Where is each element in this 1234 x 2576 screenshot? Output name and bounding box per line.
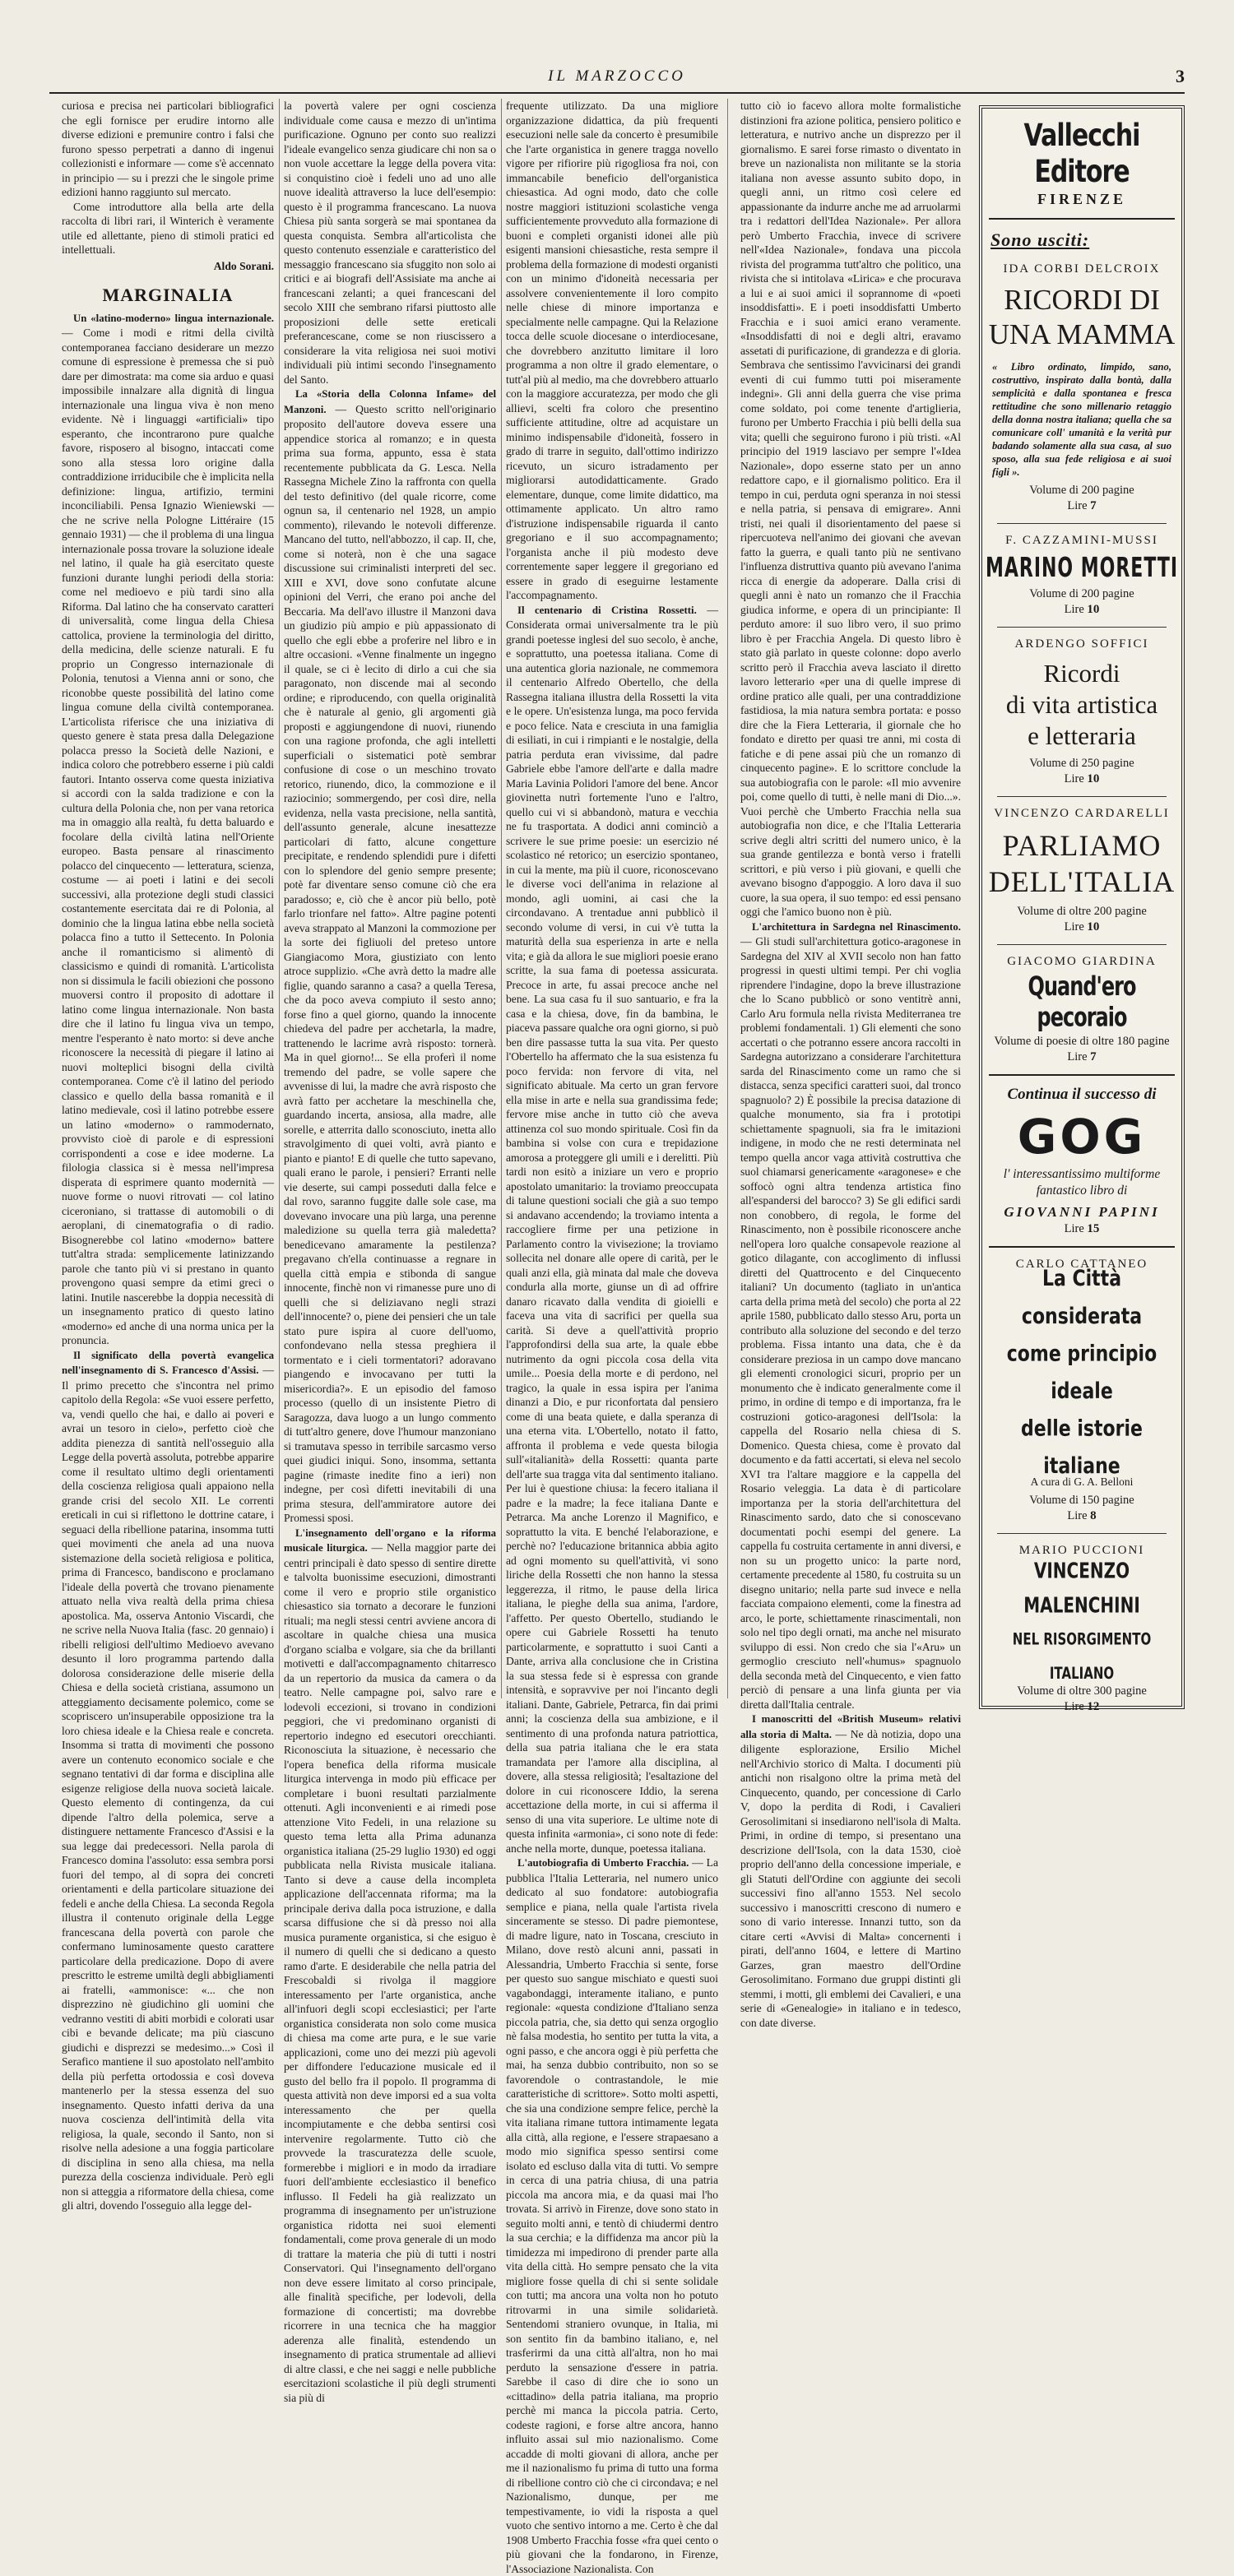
book-editor: A cura di G. A. Belloni [1030, 1476, 1134, 1488]
page-header [49, 66, 1185, 94]
price-label: Lire [1064, 603, 1084, 616]
item-rubric: Il significato della povertà evangelica nell'insegnamento di S. Francesco d'Assisi. [62, 1349, 274, 1376]
book-author: ARDENGO SOFFICI [1014, 637, 1149, 651]
book-title-line: e letteraria [1028, 721, 1136, 750]
item-text: — Ne dà notizia, dopo una diligente esplorazione, Ersilio Michel nell'Archivio storico di Malta. I documenti più antichi non risalgono oltre la prima metà del Cinquecento, quando, per concessione di Carlo V, dopo la perdita di Rodi, i Cavalieri Gerosolimitani si insediarono nell'isola di Malta. Primi, in ordine di tempo, si presentano una descrizione dell'Isola, con la data 1530, cioè proprio dell'anno della concessione imperiale, e gli Statuti dell'Ordine con aggiunte dei secoli successivi fino all'anno 1553. Nel secolo successivo i manoscritti crescono di numero e sono di vario interesse. Innanzi tutto, son da citare certi «Avvisi di Malta» concernenti i pirati, dell'anno 1604, e lettere di Martino Garzes, gran maestro dell'Ordine Gerosolimitano. Formano due gruppi distinti gli stemmi, i motti, gli emblemi dei Cavalieri, e una serie di «Genealogie» in italiano e in tedesco, con date diverse. [740, 1727, 961, 2029]
price-value: 7 [1090, 1050, 1097, 1063]
price-label: Lire [1067, 1509, 1088, 1522]
gog-author: GIOVANNI PAPINI [1004, 1204, 1160, 1220]
book-author: IDA CORBI DELCROIX [1003, 262, 1161, 276]
price-value: 10 [1087, 772, 1100, 785]
book-author: CARLO CATTANEO [1015, 1258, 1148, 1271]
marginalia-item [284, 387, 496, 1526]
book-title [982, 658, 1181, 752]
book-title-line: La Città considerata [1021, 1267, 1143, 1329]
sono-usciti-label: Sono usciti: [990, 229, 1090, 250]
item-rubric: L'autobiografia di Umberto Fracchia. [517, 1857, 689, 1869]
publisher-city: FIRENZE [1037, 191, 1126, 207]
divider [997, 627, 1167, 628]
gog-ad [982, 1086, 1181, 1236]
book-author: VINCENZO CARDARELLI [994, 807, 1170, 820]
item-text: — Gli studi sull'architettura gotico-aragonese in Sardegna del XIV al XVII secolo non han fatto progressi in questi ultimi tempi. Per chi voglia riprendere l'indagine, dopo la breve illustrazione che lo Scano pubblicò or sono ventitrè anni, Carlo Aru formula nella rivista Mediterranea tre problemi fondamentali. 1) Gli elementi che sono accertati o che potranno essere ancora raccolti in Sardegna autorizzano a considerare l'architettura sarda del Rinascimento come un ramo che si distacca, senza specifici caratteri suoi, dal tronco spagnuolo? 2) È possibile la precisa datazione di qualche monumento, sia fra i prototipi schiettamente spagnuoli, sia fra le imitazioni indigene, in modo che ne resti determinata nel tempo quella ancor vaga attività costruttiva che suol chiamarsi genericamente «aragonese» e che soffocò ogni altra tendenza artistica fino all'espandersi del barocco? 3) Se gli edifici sardi non conobbero, di regola, le forme del Rinascimento, non è possibile riconoscere anche nell'opera loro qualche consapevole reazione al gotico dilagante, con accoglimento di influssi diretti del Quattrocento e del Cinquecento italiani? Un documento (tagliato in un'antica carta della prima metà del secolo) che porta al 22 aprile 1580, pubblicato dallo stesso Aru, porta un contributo alla soluzione del secondo e del terzo problema. Fissa intanto una data, che è da considerare preziosa in un campo dove mancano gli elementi cronologici sicuri, proprio per un monumento che è indicato generalmente come il primo, in ordine di tempo e di importanza, fra le costruzioni gotico-aragonesi dell'Isola: la cappella del Rosario nella chiesa di S. Domenico. Questa chiesa, come è provato dal documento e da fatti accertati, si eleva nel secolo XVI tra l'altare maggiore e la cappella del Rosario veleggia. La data è di particolare importanza per la storia dell'architettura del Rinascimento sardo, dato che si conoscevano documentati pochi esempi del genere. La cappella fu costruita certamente in anni diversi, e non su un progetto unico: la parte nord, certamente precedente al 1580, fu costruita su un disegno unitario; nella parte sud invece e nella facciata compaiono elementi, come la finestra ad arco, le porte, schiettamente rinascimentali, non solo nel tipo degli ornati, ma anche nel misurato sviluppo di essi. Non credo che sia l'«Aru» un germoglio cresciuto nell'«humus» spagnuolo della seconda metà del Cinquecento, e vien fatto perciò di pensare a una linfa giunta per via diretta dall'Italia centrale. [740, 935, 961, 1711]
price-label: Lire [1064, 1700, 1084, 1713]
item-rubric: L'architettura in Sardegna nel Rinascimento. [752, 920, 961, 933]
gog-title: GOG [1017, 1109, 1147, 1165]
item-rubric: Il centenario di Cristina Rossetti. [517, 604, 697, 616]
article-ending-2: Come introduttore alla bella arte della raccolta di libri rari, il Winterich è veramente utile ed allettante, pieno di stimoli pratici ed intellettuali. [62, 200, 274, 256]
price-value: 15 [1087, 1222, 1100, 1235]
book-author: F. CAZZAMINI-MUSSI [1005, 534, 1158, 547]
gog-headline: Continua il successo di [1007, 1086, 1157, 1103]
divider [997, 1533, 1167, 1534]
publisher-name: Vallecchi Editore [1023, 118, 1140, 190]
book-ad [982, 955, 1181, 1064]
book-title [982, 1554, 1181, 1690]
item-text: — Come i modi e ritmi della civiltà contemporanea facciano desiderare un mezzo comune di espressione è premessa che si può dare per dimostrata: ma come sia arduo e quasi impossibile innalzare alla dignità di lingua internazionale una lingua viva è non meno evidente. Nè i linguaggi «artificiali» tipo esperanto, che incontrarono pure qualche favore, risposero al bisogno, intaccati come sono alla stessa loro origine dalla contraddizione irriducibile che è implicita nella definizione: lingua, artifizio, termini inconciliabili. Pensa Ignazio Wieniewski — che ne scrive nella Pologne Littéraire (15 gennaio 1931) — che il problema di una lingua internazionale possa trovare la soluzione ideale nel latino, il quale ha già esercitato queste funzioni durante lunghi periodi della storia: come nel medioevo e più tardi sino alla Riforma. Dal latino che ha conservato caratteri di universalità, come lingua della Chiesa cattolica, proviene la terminologia del diritto, della medicina, delle scienze naturali. E fu proprio un Congresso internazionale di Polonia, tenutosi a Vienna anni or sono, che riconobbe queste possibilità del latino come lingua comune della civiltà contemporanea. L'articolista riferisce che una iniziativa di questo genere è stata presa dalla Delegazione polacca presso la Società delle Nazioni, e indica coloro che potrebbero esserne i più caldi fautori. Intanto osserva come questa iniziativa si accordi con la salda tradizione e con la cultura della Polonia che, non per vana retorica ma in omaggio alla realtà, fu detta baluardo e focolare della civiltà latina nell'Oriente europeo. Basta pensare al rinascimento polacco del cinquecento — letteratura, scienza, costume — ai poeti i latini e dei secoli successivi, alla protezione degli studi classici costantemente esercitata dai re di Polonia, al dominio che la lingua latina ebbe nella società polacca fino a tutto il Settecento. In Polonia anche il romanticismo si alimentò di classicismo e quindi di romanità. L'articolista non si dissimula le facili obiezioni che possono muoversi contro il proposito di adottare il latino come lingua internazionale. Non basta dire che il latino fu lingua viva un tempo, mentre l'esperanto è nato morto: si deve anche riconoscere la necessità di piegare il latino ai nuovi molteplici bisogni della civiltà contemporanea. Come c'è il latino del periodo classico e quello della bassa romanità e il latino medievale, così il latino potrebbe essere un latino «moderno» o rammodernato, provvisto cioè di parole e di espressioni corrispondenti a cose e idee moderne. La filologia classica si è messa nell'impresa disperata di esprimere quanto modernità — nuove forme o nuovi ritrovati — col latino ciceroniano, si trattasse di automobili o di aeroplani, di cinematografia o di radio. Bisognerebbe col latino «moderno» battere tutt'altra strada: semplicemente latinizzando parole che tanto più vi si prestano in quanto provengono quasi sempre da etimi greci o latini. Inutile nascerebbe la doppia necessità di un insegnamento pratico di questo latino «moderno» ed anche di una norma unica per la pronuncia. [62, 327, 274, 1346]
divider [997, 944, 1167, 945]
price-value: 8 [1090, 1509, 1097, 1522]
book-price [982, 603, 1181, 617]
book-title: RICORDI DI UNA MAMMA [988, 284, 1176, 350]
book-volume: Volume di oltre 300 pagine [1017, 1684, 1147, 1698]
column-rule [501, 99, 502, 1698]
book-title-line: delle istorie italiane [1021, 1416, 1143, 1480]
item-text: — La pubblica l'Italia Letteraria, nel numero unico dedicato al suo fondatore: autobiografia semplice e piana, nella quale l'artista rivela sinceramente se stesso. Di padre piemontese, di madre ligure, nato in Toscana, cresciuto in Milano, dove restò alcuni anni, passati in Alessandria, Umberto Fracchia si sente, forse per questo suo sangue mischiato e questi suoi vagabondaggi, interamente italiano, e punto regionale: «questa condizione d'Italiano senza piccola patria, che, sia detto qui senza orgoglio nè falsa modestia, ho sentito per tutta la vita, a ogni passo, e che ancora oggi è più perfetta che mai, ha senza dubbio contribuito, non so se favorendole o contrastandole, le mie caratteristiche di scrittore». Sotto molti aspetti, che sia una condizione sempre felice, perchè la vita italiana rimane tuttora intimamente legata alla città, alla regione, e l'essere strapaesano a modo mio significa spesso sentirsi come isolato ed escluso dalla vita di tutti. Vo sempre in cerca di una patria chiusa, di una patria piccola ma ancora mia, e da quasi mai l'ho trovata. Si arrivò in Firenze, dove sono stato in seguito molti anni, e tentò di chiudermi dentro la sua cerchia; e la diffidenza ma ancor più la timidezza mi impedirono di prender parte alla vita della città. Ho sempre pensato che la vita migliore fosse quella di chi si sente solidale con tutti; ma ancora una volta non ho potuto ritrovarmi in una simile solidarietà. Sentendomi straniero ovunque, in Italia, mi son sentito fin da bambino italiano, e, nel trasferirmi da una città all'altra, non ho mai perduto la sensazione d'essere in patria. Sarebbe il caso di dire che io sono un «cittadino» della patria italiana, ma proprio perchè mi manca la piccola patria. Certo, codeste ragioni, e forse altre ancora, hanno influito assai sul mio nazionalismo. Come accadde di molti giovani di allora, anche per me il nazionalismo fu prima di tutto una forma di ribellione contro ciò che ci circondava; e nel Nazionalismo, dunque, per me tempestivamente, io vidi la risposta a quel vuoto che sentivo intorno a me. Certo è che dal 1908 Umberto Fracchia fosse «fra quei cento o più giovani che la fondarono, in Firenze, l'Associazione Nazionalista. Con [506, 1856, 718, 2575]
publisher-advertisement [979, 105, 1185, 1713]
book-volume: Volume di oltre 200 pagine [1017, 905, 1147, 918]
divider [997, 796, 1167, 797]
book-volume: Volume di 150 pagine [1029, 1494, 1134, 1507]
book-blurb: « Libro ordinato, limpido, sano, costruttivo, inspirato dalla bontà, dalla semplicità e dalla spontanea e fresca rettitudine che sono millenario retaggio della donna nostra italiana; quella che sa comunicare coll' umanità e la verità pur badando solamente alla sua casa, al suo sposo, alla sua fede religiosa e ai suoi figli ». [992, 361, 1171, 478]
book-ad [982, 807, 1181, 934]
page-number: 3 [1176, 66, 1185, 86]
book-volume: Volume di 250 pagine [1029, 757, 1134, 770]
item-text: — Il primo precetto che s'incontra nel primo capitolo della Regola: «Se vuoi essere perfetto, va, vendi quello che hai, e dallo ai poveri e avrai un tesoro in cielo», perfetto cioè che addita pienezza di santità nell'osseguio alla Legge della povertà assoluta, potrebbe apparire come il resultato ultimo degli orientamenti della coscienza religiosa quali appaiono nella grande crisi del secolo XII. Le correnti ereticali in cui si riflettono le dottrine catare, i seguaci della ribellione patarina, insomma tutti quei movimenti che anela ad una nuova sistemazione della società religiosa e politica, prima di Francesco, bandiscono e proclamano l'ideale della povertà che trovano pienamente attuato nella viva realtà della prima chiesa apostolica. Ma, osserva Antonio Viscardi, che ne scrive nella Nuova Italia (fasc. 20 gennaio) i ribelli religiosi dell'ultimo Medioevo avevano desunto il loro programma partendo dalla dolorosa considerazione delle miserie della Chiesa e della società cristiana, assumono un atteggiamento decisamente polemico, come se scopriscero un'insuperabile opposizione tra la loro chiesa ideale e la Chiesa reale e concreta. Insomma si tratta di movimenti che possono avere un contenuto economico sociale e che segnano tentativi di dar forma e disciplina alle esigenze religiose della nuova società laicale. Questo elemento di contingenza, da cui dipende l'altro della polemica, serve a distinguere nettamente Francesco d'Assisi e la sua legge dai predecessori. Nella parola di Francesco domina l'assoluto: essa sembra porsi fuori del tempo, al di sopra dei concreti orientamenti e della particolare situazione dei fedeli e anche della Chiesa. La seconda Regola illustra il contenuto originale della Legge francescana della povertà con parole che confermano luminosamente questo carattere particolare della predicazione. Dopo di avere prescritto le estreme umiltà degli abbigliamenti ai fratelli, «ammonisce: «... che non disprezzino nè giudichino gli uomini che vedranno vestiti di abiti morbidi e colorati usar cibi e bevande delicate; ma più ciascuno giudichi e disprezzi se medesimo...» Così il Serafico mantiene il suo apostolato nell'ambito della più perfetta ortodossia e così doveva mantenerlo per la stessa essenza del suo insegnamento. Questo infatti deriva da una nuova coscienza dell'intimità della vita religiosa, la quale, secondo il Santo, non si risolve nella adesione a una foggia particolare di disciplina in seno alla chiesa, ma nella purezza della coscienza individuale. Però egli non si atteggia a riformatore della chiesa, come gli altri, dovendo l'osseguio alla legge del- [62, 1364, 274, 2212]
book-title-line: Ricordi [1043, 659, 1120, 688]
book-price [982, 1050, 1181, 1064]
divider [989, 1074, 1175, 1076]
masthead: IL MARZOCCO [548, 67, 686, 85]
item-text: — Questo scritto nell'originario proposito dell'autore doveva essere una appendice storica al romanzo; e in questa prima sua forma, appunto, essa è stata recentemente pubblicata da G. Lesca. Nella Rassegna Michele Zino la raffronta con quella del testo definitivo (del quale ricorre, come ognun sa, il centenario nel 1928, un ampio commento), rilevando le notevoli differenze. Mancano del tutto, nell'abbozzo, il cap. II, che, come si noterà, non è che una sagace discussione sui criminalisti interpreti del sec. XIII e XVI, dove sono confutate alcune opinioni del Verri, che erano poi anche del Beccaria. Ma dell'avo illustre il Manzoni dava un giudizio più ampio e più appassionato di quello che egli ebbe a proferire nel libro e in altre occasioni. «Venne finalmente un ingegno il quale, se ci è lecito di dirlo a cui che sia paragonato, non discende mai al secondo ordine; e riproducendo, con quella originalità che è naturale al genio, gli argomenti già proposti e aggiungendone di nuovi, riunendo con una ragione profonda, che agli intelletti superficiali o sistematici potè sembrar confusione di cose o un meschino trovato retorico, riunendo, dico, la commozione e il raziocinio; sommergendo, per così dire, nella evidenza, nella vasta precisione, nella santità, dell'assunto generale, alcune inesattezze particolari di fatto, alcune congetture precipitate, e rendendo splendidi pure i difetti con lo splendore del genio sempre presente; potè far diventare senso comune ciò che era paradosso; e, ciò che è ancor più bello, potè farlo trionfare nel fatto». Altre pagine potenti aveva strappato al Manzoni la commozione per la sorte dei figliuoli del preteso untore Giangiacomo Mora, giustiziato con lento atroce supplizio. «Che avrà detto la madre alle figlie, quando saranno a casa? a quella Teresa, che da poco aveva compiuto il sesto anno; forse fino a quel giorno, quando la innocente chiedeva del padre per acchetarla, la madre, trattenendo le lacrime avrà risposto: tornerà. Ma in quel giorno!... Se ella proferì il nome tremendo del padre, se volle sapere che avvenisse di lui, la madre che avrà risposto che avrà fatto per acchetare la meschinella che, guardando incerta, ansiosa, alla madre, alle sorelle, e atterrita dallo sconosciuto, inetta allo stravolgimento di quei volti, avrà pianto e pianto e pianto! E di quelle che tutto sapevano, quali erano le parole, i pensieri? Erranti nelle vie deserte, sui campi posseduti dalla felce e dal rovo, saranno fuggite dalle sole case, ma dovevano invocare una più larga, una perenne maledizione su quella terra già maledetta? benedicevano amaramente la pestilenza? pregavano ch'ella continuasse a regnare in quella città empia e stibonda di sangue innocente, finchè non vi rimanesse pure uno di quelli che si deliziavano negli strazi dell'innocente? o, piene dei pensieri che un tale stato pure ispira al cuore dell'uomo, confondevano nella stessa preghiera il tormentato e i cieli tormentatori? adoravano piangendo e invocavano per tutti la misericordia?». E un episodio del famoso processo (quello di un insistente Pietro di Saragozza, dava luogo a un lungo commento di tutt'altro genere, dove l'humour manzoniano si tramutava spesso in terribile sarcasmo verso quei giudici iniqui. Sono, insomma, settanta pagine (rimaste inedite fino a ieri) non indegne, per così difetti inevitabili di una prima stesura, dell'ammiratore autore dei Promessi sposi. [284, 402, 496, 1524]
item-continuation: frequente utilizzato. Da una migliore organizzazione didattica, da più frequenti esecuzioni nelle sale da concerto è presumibile che l'arte organistica in genere tragga novello vigore per rifiorire più rigogliosa fra noi, con immancabile beneficio dell'organistica chiesastica. Ad ogni modo, dato che colle nostre maggiori istituzioni scolastiche venga sufficientemente provveduto alla formazione di buoni e completi organisti idonei alle più esigenti mansioni chiesastiche, resta sempre il problema della formazione di modesti organisti con un minimo d'idoneità necessaria per assolvere convenientemente il loro compito nelle chiese di minore importanza e specialmente nelle campagne. Qui la Relazione tocca delle scuole diocesane o interdiocesane, che dovrebbero anzitutto limitare il loro programma a non oltre il grado elementare, o tutt'al più al medio, ma che dovrebbero attuarlo con la maggiore accuratezza, per modo che gli allievi, scelti fra coloro che presentino sufficiente attitudine, oltre ad acquistare un minimo indispensabile d'idoneità, fossero in grado di trarre in seguito, dall'ottimo indirizzo ricevuto, un sicuro istradamento per migliorarsi autodidatticamente. Grado elementare, dunque, come limite didattico, ma ottimamente applicato. Un altro ramo d'istruzione indispensabile riguarda il canto gregoriano e il suo accompagnamento; l'organista anche il più modesto deve correntemente saper leggere il gregoriano ed essere in grado di eseguirne lestamente l'accompagnamento. [506, 100, 718, 601]
book-price [982, 499, 1181, 513]
marginalia-item [740, 920, 961, 1712]
price-value: 10 [1087, 920, 1100, 934]
book-title: Quand'ero pecoraio [1028, 971, 1136, 1033]
book-title-line: di vita artistica [1005, 690, 1158, 719]
column-1 [62, 99, 274, 2212]
book-ad [982, 1544, 1181, 1714]
price-label: Lire [1064, 920, 1084, 934]
column-2 [284, 99, 496, 2404]
column-3 [506, 99, 718, 2575]
price-label: Lire [1067, 499, 1088, 512]
section-title: MARGINALIA [102, 285, 234, 305]
book-title [982, 827, 1181, 900]
marginalia-item [506, 603, 718, 1856]
book-volume: Volume di 200 pagine [1029, 587, 1134, 600]
author-signature: Aldo Sorani. [213, 259, 274, 272]
book-price [982, 1509, 1181, 1523]
price-value: 12 [1087, 1700, 1100, 1713]
price-label: Lire [1064, 772, 1084, 785]
marginalia-item [506, 1856, 718, 2576]
book-title-line: come principio ideale [1006, 1341, 1157, 1405]
book-ad [982, 1258, 1181, 1523]
book-author: GIACOMO GIARDINA [1007, 955, 1157, 968]
book-volume: Volume di 200 pagine [1029, 484, 1134, 497]
price-value: 7 [1090, 499, 1097, 512]
book-price [982, 1700, 1181, 1714]
book-price [982, 920, 1181, 934]
book-title-line: NEL RISORGIMENTO ITALIANO [1012, 1629, 1152, 1684]
marginalia-item [62, 1348, 274, 2213]
book-title-line: DELL'ITALIA [988, 865, 1176, 898]
column-rule [279, 99, 280, 1698]
item-text: — Nella maggior parte dei centri principali è dato spesso di sentire dirette e talvolta buonissime esecuzioni, dimostranti come il vero e proprio stile organistico chiesastico sia tornato a decorare le funzioni rituali; ma negli stessi centri avviene ancora di ascoltare in qualche chiesa una musica d'organo scialba e volgare, sia che da brillanti motivetti e dall'accompagnamento chitarresco da un repertorio da musica da camera o da teatro. Nelle campagne poi, salvo rare e lodevoli eccezioni, si trovano in condizioni peggiori, che vi predominano organisti di repertorio indegno ed esecutori orecchianti. Riconosciuta la situazione, è necessario che l'opera benefica della riforma musicale liturgica intervenga in modo più efficace per completare i buoni resultati parzialmente ottenuti. Agli inconvenienti e ai rimedi pose attenzione Vito Fedeli, in una relazione su questo tema letta alla Prima adunanza organistica italiana (25-29 luglio 1930) ed oggi pubblicata nella Rivista musicale italiana. Tanto si deve a cause della incompleta applicazione dell'accennata riforma; ma la principale deriva dalla poca istruzione, e dalla scarsa diffusione che si dà presso noi alla musica puramente organistica, si che esiguo è il numero di quelli che si dedicano a questo ramo d'arte. E desiderabile che nella patria del Frescobaldi si rivolga il maggiore interessamento per l'arte organistica, anche all'infuori degli scopi ecclesiastici; per l'arte organistica considerata non solo come musica di chiesa ma come arte pura, e le sue varie applicazioni, come uno dei mezzi più agevoli per diffondere l'educazione musicale ed il gusto del bello fra il popolo. Il programma di questa attività non deve imporsi ed a sua volta interessamento che per quella incompiutamente e che debba sentirsi così intervenire regolarmente. Tutto ciò che provvede la trascuratezza delle scuole, formerebbe i migliori e in modo da irradiare fuori dell'ambiente ecclesiastico il benefico influsso. Il Fedeli ha già realizzato un programma di insegnamento per un'istruzione organistica ridotta nei suoi elementi fondamentali, come prova generale di un modo di trattare la materia che più di tutti i nostri Conservatori. Qui l'insegnamento dell'organo non deve essere limitato al corso principale, alle finalità specifiche, per lodevoli, della formazione di concertisti; ma dovrebbe ricorrere in una tecnica che ha maggior aderenza alle finalità, estendendo un insegnamento di pratica strumentale ad allievi di altre classi, e che nei saggi e nelle pubbliche esercitazioni scolastiche il più degli strumenti sia più di [284, 1541, 496, 2404]
article-ending: curiosa e precisa nei particolari bibliografici che egli fornisce per erudire intorno alle diverse edizioni e premunire contro i falsi che furono spesso perpetrati a danno di ingenui collezionisti e informare — come s'è accennato in principio — su i prezzi che le singole prime edizioni hanno raggiunto sul mercato. [62, 100, 274, 198]
book-volume: Volume di poesie di oltre 180 pagine [994, 1035, 1170, 1048]
item-continuation: la povertà valere per ogni coscienza individuale come causa e mezzo di un'intima purificazione. Ognuno per conto suo realizzi l'ideale evangelico senza giudicare chi non sa o non vuole accettare la legge della povera vita: si conquistino cioè i fedeli uno ad uno alle nuove idealità attraverso la luce dell'esempio: questo è il programma francescano. La nuova Chiesa più santa sorgerà se mai spontanea da questa conquista. Sembra all'articolista che questo contenuto essenziale e caratteristico del messaggio francescano sia sfuggito non solo ai critici e ai biografi dell'Assisiate ma anche ai francescani zelanti; a quei francescani del secolo XIII che sembrano rifarsi piuttosto alle proposizioni delle sette ereticali preferancescane, come se non riuscissero a considerare la vita religiosa nei suoi motivi individuali più intimi secondo l'insegnamento del Santo. [284, 100, 496, 386]
divider [989, 218, 1175, 220]
item-text: — Considerata ormai universalmente tra le più grandi poetesse inglesi del suo secolo, è anche, e soprattutto, una poetessa italiana. Come di una autentica gloria nazionale, ne commemora il centenario Alfredo Obertello, che della Rassegna italiana illustra della Rossetti la vita e le opere. Un'esistenza lunga, ma poco fervida e poco felice. Nata e cresciuta in una famiglia di esiliati, in cui i rimpianti e le nostalgie, della patria perduta eran vivissime, dal padre Gabriele ebbe l'amore dell'arte e dalla madre Maria Lavinia Polidori l'amore del bene. Ancor giovinetta nutrì fortemente l'uno e l'altro, quello cui vi si abbandonò, matura e vecchia ne fu trasportata. A dodici anni cominciò a scrivere le sue prime poesie: un esercizio né scolastico né retorico; un esercizio spontaneo, in cui la mente, ma più il cuore, riconoscevano le diverse voci dell'anima in relazione al mondo, agli uomini, ai casi che la circondavano. A trentadue anni pubblicò il secondo volume di versi, in cui v'è tutta la maturità della sua esperienza in arte e nella vita; e già da allora le sue migliori poesie erano scritte, la sua fama di poetessa assicurata. Precoce in arte, fu assai precoce anche nel bene. La sua casa fu il suo santuario, e fra la casa e la chiesa, dove, fin da bambina, le piaceva passare qualche ora ogni giorno, si può ben dire passasse tutta la sua vita. Per questo l'Obertello ha affermato che la sua esistenza fu poco fervida: non fervore di vita, nel significato abituale. Ma certo un gran fervore ella mise in arte e nella sua grandissima fede; fervore mise anche in tutto ciò che aveva attinenza col suo mondo spirituale. Così fin da bambina si volse con cura e trepidazione amorosa a proteggere gli umili e i derelitti. Più tardi non esitò a iniziare un vero e proprio apostolato umanitario: la troviamo preoccupata di talune questioni sociali che già a suo tempo si andavano accendendo; la troviamo intenta a raccogliere firme per una petizione in Parlamento contro la vivisezione; la troviamo sollecita nel donare alle opere di carità, per le quali anzi ella, già minata dal male che doveva condurla alla morte, giunse un dì ad offrire danaro ricavato dalla vendita di gioielli e faceva una vita di sacrifici per quella sua carità. Si deve a quell'attività proprio l'approfondirsi della sua arte, la quale ebbe nutrimento da ogni piccola cosa della vita umile... Poesia della morte e di perdono, nel tragico, la quale in essa ispira per l'anima dinanzi a Dio, e pur riconfortata dal pensiero come di una beata quiete, e dalla speranza di una eterna vita. L'Obertello, notato il fatto, affronta il problema e vede questa bilogia sull'«italianità» della Rossetti: quanta parte dell'arte sua tragga vita dal sentimento italiano. Per lui è questione chiusa: la fecero italiana il padre e la madre; la fece italiana Dante e Petrarca. Ma anche Lorenzo il Magnifico, e soprattutto la vita. E benché l'elaborazione, e perchè no? l'educazione britannica abbia agito ad ogni momento su quell'attività, vi sono liriche della Rossetti che non hanno la stessa leggerezza, il ritmo, le pause della lirica italiana, le pieghe della sua anima, l'ardore, l'affetto. Per questo Obertello, studiando le opere cui Gabriele Rossetti ha tenuto particolarmente, e soprattutto i suoi Canti a Dante, arriva alla conclusione che in Cristina la sua stessa fede si è espressa con grande intensità, e sopravvive per noi l'incanto degli italiani. Dante, Gabriele, Petrarca, fin dai primi anni; la coscienza della sua ambizione, e il sentimento di una profonda natura patriottica, della sua patria italiana che le era stata tramandata per l'amore alla disciplina, al dovere, alla stessa religiosità; l'esaltazione del dolore in cui riconoscere Iddio, la serena accettazione della morte, in cui si afferma il senso di una vita superiore. Le ultime note di questa infinita «armonia», ci sono note di fede: anche nella morte, dunque, poetessa italiana. [506, 603, 718, 1855]
price-label: Lire [1067, 1050, 1088, 1063]
price-label: Lire [1064, 1222, 1084, 1235]
book-title: MARINO MORETTI [985, 553, 1179, 584]
column-4 [740, 99, 962, 2029]
item-rubric: La «Storia della Colonna Infame» del Manzoni. [284, 388, 496, 415]
divider [989, 1246, 1175, 1248]
book-price [982, 1222, 1181, 1236]
book-title [982, 1261, 1181, 1486]
book-ad [982, 262, 1181, 513]
marginalia-item [740, 1712, 961, 2030]
gog-description: l' interessantissimo multiforme fantastico libro di [1003, 1167, 1161, 1198]
item-rubric: L'insegnamento dell'organo e la riforma musicale liturgica. [284, 1527, 496, 1554]
book-title-line: VINCENZO MALENCHINI [1023, 1558, 1140, 1618]
item-rubric: I manoscritti del «British Museum» relativi alla storia di Malta. [740, 1713, 961, 1740]
item-rubric: Un «latino-moderno» lingua internazionale. [73, 312, 274, 324]
marginalia-item [284, 1526, 496, 2406]
book-ad [982, 534, 1181, 617]
item-continuation: tutto ciò io facevo allora molte formalistiche distinzioni fra azione politica, pensiero politico e letteratura, e nutrivo anche un disprezzo per il giornalismo. E sarei forse rimasto o diventato in breve un nazionalista non militante se la storia italiana non avesse assunto subito dopo, in quegli anni, un ritmo così celere ed appassionante da indurre anche me ad arruolarmi tra i redattori dell'Idea Nazionale». Per allora però Umberto Fracchia, invece di scrivere nell'«Idea Nazionale», fondava una piccola rivista del programma tutt'altro che politico, una rivista che si intitolava «Lirica» e che procurava a lui e ai suoi amici il soprannome di «poeti insoddisfatti». E i poeti insoddisfatti Umberto Fracchia e i suoi amici erano veramente. «Insoddisfatti di noi e degli altri, eravamo assetati di purificazione, di grandezza e di gloria. Sembrava che sentissimo l'avvicinarsi dei grandi eventi di cui fummo tutti poi miseramente indegni». Gli anni della guerra che vise prima come soldato, poi come tenente d'artiglieria, furono per Umberto Fracchia i più belli della sua vita; quelli che seguirono furono i più tristi. «Al principio del 1919 lasciavo per sempre l'«Idea Nazionale», dopo esserne stato per un anno redattore capo, e il giornalismo politico. Era il tempo in cui, perduta ogni speranza in noi stessi e nella patria, si pensava di emigrare». Anni tristi, nei quali il disorientamento del paese si ripercuoteva nell'animo dei giovani che avevan fatto la guerra, e quali tanto più ne sentivano l'influenza distruttiva quanto più avevano l'anima ricca di energie da adoperare. Dalla crisi di quegli anni è nato un romanzo che il Fracchia giudica informe, e opera di un principiante: Il perduto amore: il suo libro vero, il suo primo libro è per Fracchia Angela. Di questo libro è stato già parlato in queste colonne: dopo averlo scritto però il Fracchia aveva lasciato il diretto lavoro letterario «per una di quelle imprese di ordine pratico alle quali, per una contraddizione fastidiosa, la mia natura sembra portata: e posso dire che la Fiera Letteraria, il giornale che ho fondato e diretto per quasi tre anni, mi costa di fatiche e di pene assai più che un romanzo di cinquecento pagine». E lo scrittore conclude la sua autobiografia con le parole: «Il mio avvenire poi, come quello di tutti, è nelle mani di Dio...». Vuoi perchè che Umberto Fracchia nella sua autobiografia non dice, e che l'Italia Letteraria scrive degli altri scritti del numero unico, è la sua grande gentilezza e bontà verso i fratelli scrittori, e più verso i più giovani, e quelli che avevano bisogno d'appoggio. A loro dava il suo cuore, la sua opera, il suo tempo: ed essi pensano oggi che l'amico buono non è più. [740, 100, 962, 918]
divider [997, 523, 1167, 524]
column-rule [727, 99, 728, 1698]
book-price [982, 772, 1181, 786]
book-title-line: PARLIAMO [1002, 829, 1162, 862]
book-author: MARIO PUCCIONI [1018, 1544, 1145, 1557]
book-ad [982, 637, 1181, 786]
price-value: 10 [1087, 603, 1100, 616]
marginalia-item [62, 311, 274, 1348]
